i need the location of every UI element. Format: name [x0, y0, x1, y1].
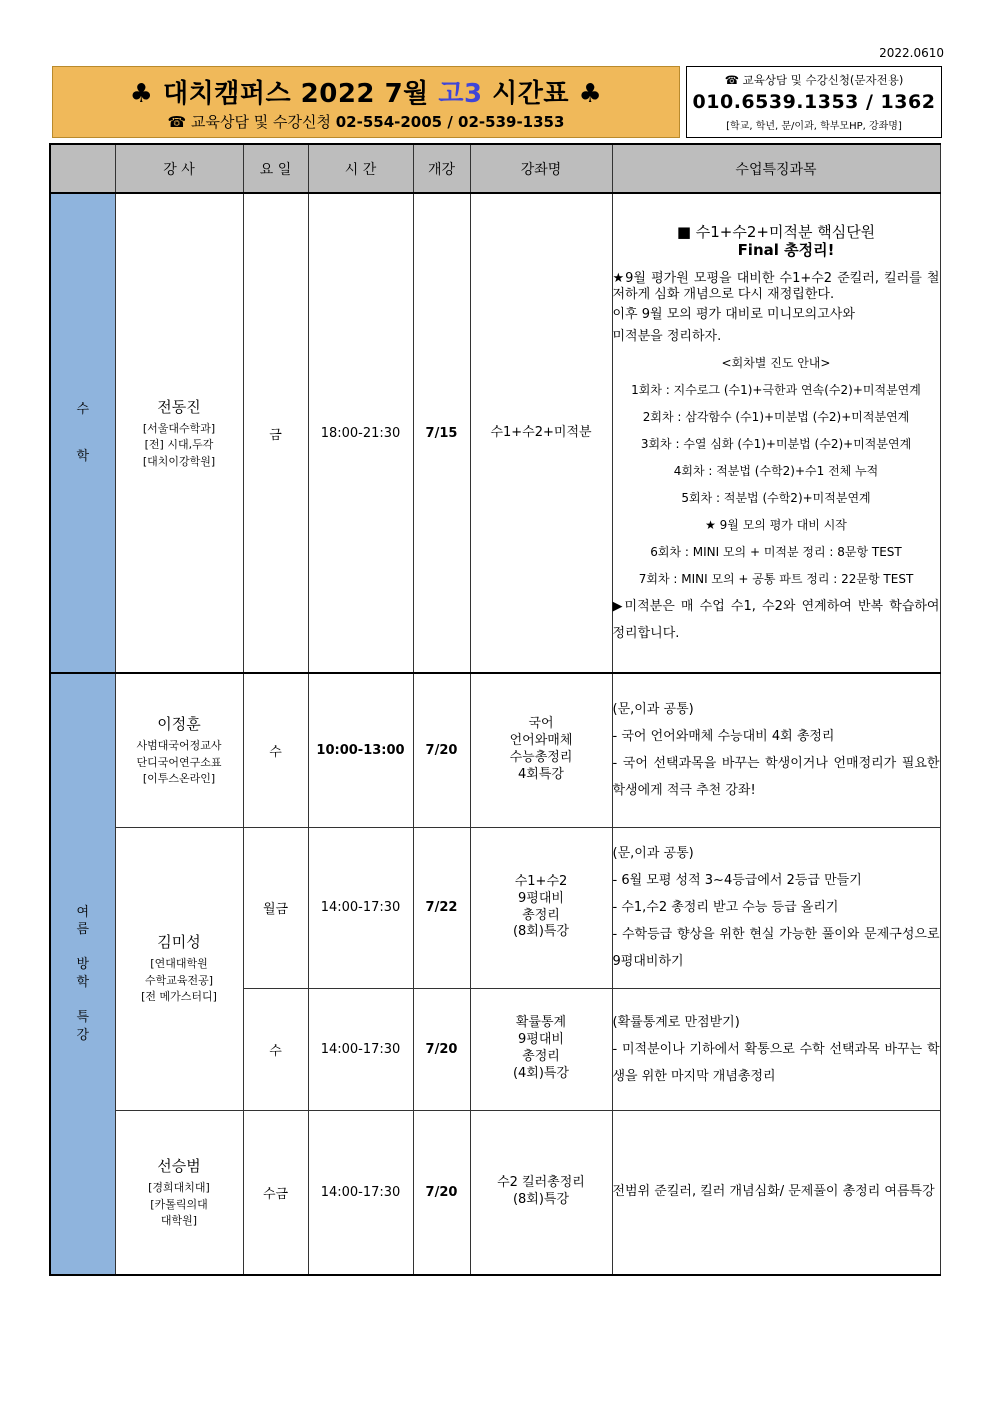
sms-numbers: 010.6539.1353 / 1362: [692, 91, 936, 113]
header-time: 시 간: [308, 144, 413, 193]
description-cell: [612, 1110, 940, 1275]
time-cell: 14:00-17:30: [308, 988, 413, 1110]
table-row: [50, 673, 940, 827]
desc-text: ▶미적분은 매 수업 수1, 수2와 연계하여 반복 학습하여 정리합니다.: [612, 599, 940, 641]
teacher-credential: [전] 시대,두각: [144, 438, 214, 452]
teacher-credential: [전 메가스터디]: [141, 990, 217, 1004]
schedule-table: [49, 143, 941, 1276]
course-cell: [470, 1110, 612, 1275]
course-line: 9평대비: [518, 1032, 564, 1048]
day-cell: 수: [243, 673, 308, 827]
desc-text: ★9월 평가원 모평을 대비한 수1+수2 준킬러, 킬러를 철저하게 심화 개념으로 다시 재정립한다.: [612, 271, 940, 302]
desc-text: (확률통계로 만점받기): [612, 1014, 740, 1030]
sms-note: [학교, 학년, 문/이과, 학부모HP, 강좌명]: [726, 121, 902, 132]
teacher-credential: 단디국어연구소표: [136, 755, 222, 769]
desc-text: 미적분을 정리하자.: [612, 329, 722, 344]
desc-session: 7회차 : MINI 모의 + 공통 파트 정리 : 22문항 TEST: [638, 572, 914, 586]
teacher-cell: [115, 193, 243, 673]
sms-label: ☎ 교육상담 및 수강신청(문자전용): [724, 73, 904, 87]
time-cell: 14:00-17:30: [308, 827, 413, 988]
desc-heading: ■ 수1+수2+미적분 핵심단원: [676, 223, 876, 241]
teacher-credential: [대치이강학원]: [142, 454, 216, 468]
table-row: [50, 1110, 940, 1275]
header-teacher: 강 사: [115, 144, 243, 193]
teacher-credential: 사범대국어정교사: [136, 739, 222, 752]
section-summer: 여 름 방 학 특 강: [50, 673, 115, 1275]
table-row: [50, 193, 940, 673]
title-prefix: ♣ 대치캠퍼스 2022 7월: [129, 79, 429, 109]
course-cell: [470, 988, 612, 1110]
page-title: [53, 73, 679, 110]
teacher-name: 이정훈: [157, 715, 201, 733]
header-description: 수업특징과목: [612, 144, 940, 193]
desc-text: (문,이과 공통): [612, 702, 694, 718]
course-cell: [470, 827, 612, 988]
description-cell: [612, 827, 940, 988]
header-blank: [50, 144, 115, 193]
description-cell: [612, 988, 940, 1110]
desc-session: 3회차 : 수열 심화 (수1)+미분법 (수2)+미적분연계: [640, 437, 912, 451]
desc-text: 이후 9월 모의 평가 대비로 미니모의고사와: [612, 307, 855, 322]
course-line: 확률통계: [515, 1015, 567, 1031]
sms-contact-box: [686, 66, 942, 138]
open-date-cell: 7/20: [413, 1110, 470, 1275]
table-header: [50, 144, 940, 193]
teacher-name: 선승범: [157, 1157, 201, 1175]
desc-heading: Final 총정리!: [737, 241, 835, 259]
teacher-name: 전동진: [157, 397, 201, 416]
course-line: 언어와매체: [509, 733, 573, 749]
teacher-credential: [연대대학원: [150, 957, 208, 971]
table-row: [50, 827, 940, 988]
course-line: (4회)특강: [512, 1065, 570, 1081]
teacher-cell: [115, 827, 243, 1110]
course-line: 9평대비: [518, 890, 564, 906]
course-line: 수능총정리: [509, 750, 573, 766]
day-cell: 수금: [243, 1110, 308, 1275]
course-line: 수1+수2: [514, 873, 568, 889]
course-line: 국어: [528, 716, 554, 732]
header-course: 강좌명: [470, 144, 612, 193]
course-line: (8회)특강: [512, 1192, 570, 1208]
teacher-name: 김미성: [157, 933, 201, 952]
teacher-credential: [카톨릭의대: [150, 1197, 208, 1211]
desc-text: 전범위 준킬러, 킬러 개념심화/ 문제풀이 총정리 여름특강: [612, 1184, 935, 1200]
teacher-cell: [115, 1110, 243, 1275]
open-date-cell: 7/20: [413, 988, 470, 1110]
course-line: 수2 킬러총정리: [497, 1175, 585, 1191]
phone-numbers: 02-554-2005 / 02-539-1353: [335, 113, 565, 131]
open-date-cell: 7/20: [413, 673, 470, 827]
phone-label: ☎ 교육상담 및 수강신청: [167, 113, 331, 131]
description-cell: [612, 193, 940, 673]
day-cell: 수: [243, 988, 308, 1110]
open-date-cell: 7/15: [413, 193, 470, 673]
teacher-credential: [서울대수학과]: [142, 421, 216, 435]
time-cell: 18:00-21:30: [308, 193, 413, 673]
header-day: 요 일: [243, 144, 308, 193]
teacher-credential: 대학원]: [160, 1214, 198, 1227]
open-date-cell: 7/22: [413, 827, 470, 988]
desc-text: - 6월 모평 성적 3~4등급에서 2등급 만들기: [612, 873, 862, 888]
phone-line: [53, 111, 679, 132]
desc-text: - 수1,수2 총정리 받고 수능 등급 올리기: [612, 900, 839, 915]
teacher-credential: 수학교육전공]: [144, 973, 214, 987]
course-line: (8회)특강: [512, 924, 570, 940]
desc-text: - 미적분이나 기하에서 확통으로 수학 선택과목 바꾸는 학생을 위한 마지막 개념총정리: [612, 1041, 940, 1084]
desc-text: <회차별 진도 안내>: [721, 356, 831, 370]
day-cell: 월금: [243, 827, 308, 988]
desc-session: 6회차 : MINI 모의 + 미적분 정리 : 8문항 TEST: [650, 545, 902, 559]
desc-session: 2회차 : 삼각함수 (수1)+미분법 (수2)+미적분연계: [642, 410, 910, 424]
time-cell: 10:00-13:00: [308, 673, 413, 827]
teacher-cell: [115, 673, 243, 827]
desc-text: (문,이과 공통): [612, 846, 694, 861]
title-grade: 고3: [438, 79, 483, 109]
section-math: 수 학: [50, 193, 115, 673]
desc-session: 1회차 : 지수로그 (수1)+극한과 연속(수2)+미적분연계: [631, 383, 921, 397]
course-cell: [470, 673, 612, 827]
title-banner: [52, 66, 680, 138]
desc-text: - 국어 언어와매체 수능대비 4회 총정리: [612, 729, 835, 745]
course-cell: 수1+수2+미적분: [470, 193, 612, 673]
desc-session: 4회차 : 적분법 (수학2)+수1 전체 누적: [673, 464, 879, 478]
teacher-credential: [이투스온라인]: [142, 772, 216, 785]
document-date: 2022.0610: [879, 46, 944, 60]
course-line: 총정리: [522, 1049, 560, 1064]
desc-session: 5회차 : 적분법 (수학2)+미적분연계: [681, 491, 871, 505]
title-suffix: 시간표 ♣: [492, 79, 603, 109]
time-cell: 14:00-17:30: [308, 1110, 413, 1275]
course-line: 총정리: [522, 907, 560, 923]
desc-text: - 국어 선택과목을 바꾸는 학생이거나 언매정리가 필요한 학생에게 적극 추천 강좌!: [612, 756, 940, 799]
course-line: 4회특강: [518, 767, 564, 783]
day-cell: 금: [243, 193, 308, 673]
description-cell: [612, 673, 940, 827]
desc-text: - 수학등급 향상을 위한 현실 가능한 풀이와 문제구성으로 9평대비하기: [612, 927, 940, 969]
teacher-credential: [경희대치대]: [148, 1181, 210, 1194]
header-open: 개강: [413, 144, 470, 193]
desc-text: ★ 9월 모의 평가 대비 시작: [705, 518, 847, 532]
